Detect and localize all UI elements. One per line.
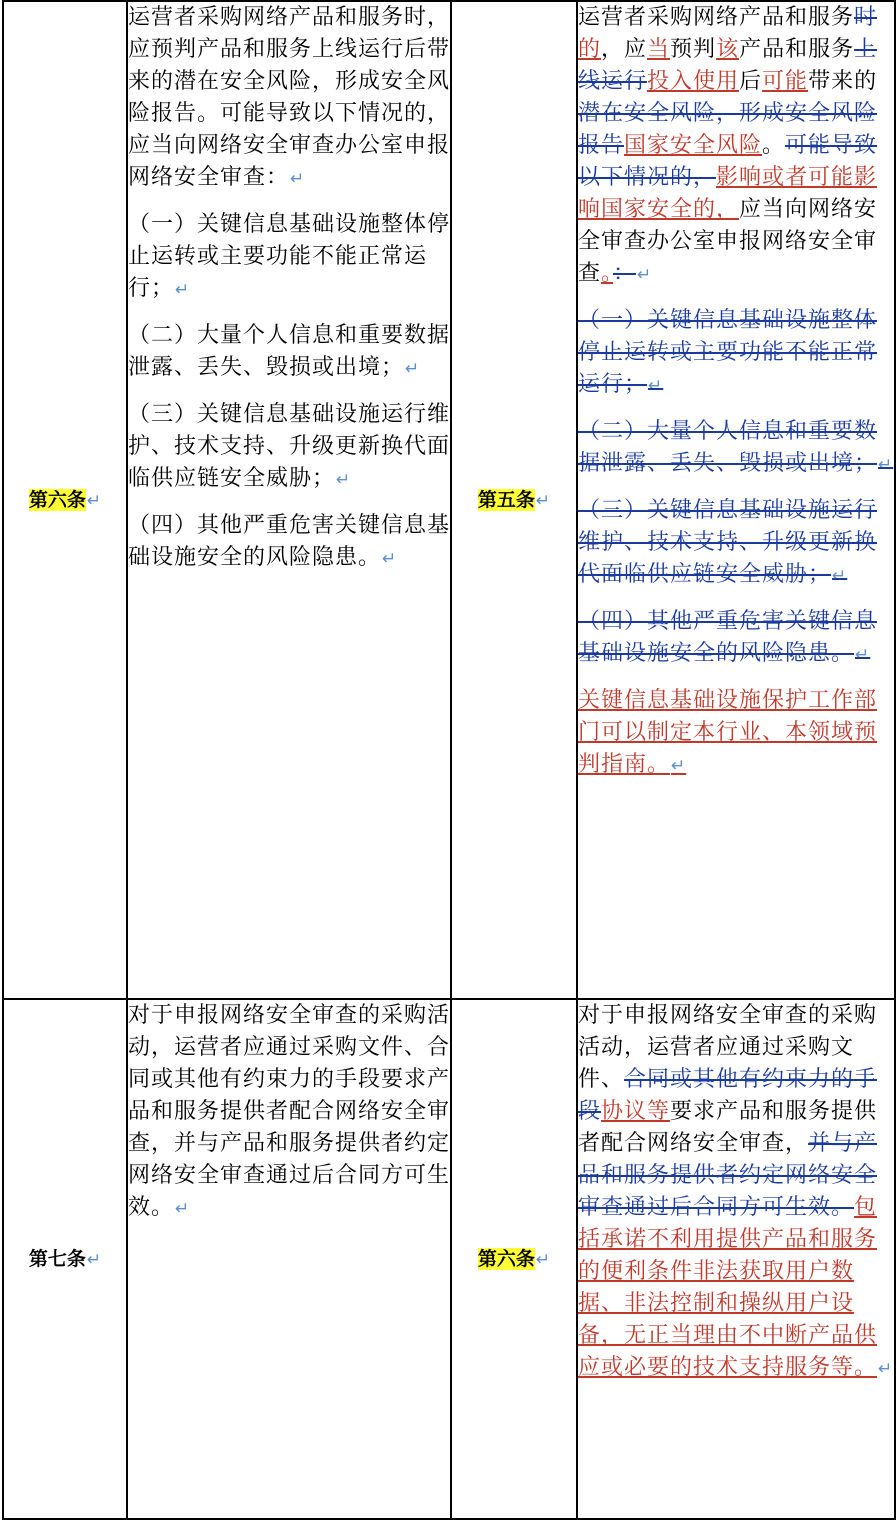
paragraph-mark-icon: ↵ xyxy=(637,265,653,285)
paragraph-mark-icon: ↵ xyxy=(405,359,421,379)
old-article-label-cell xyxy=(3,1,127,999)
paragraph-mark-icon: ↵ xyxy=(671,756,687,776)
old-para: （一）关键信息基础设施整体停止运转或主要功能不能正常运行；↵ xyxy=(128,212,451,301)
new-para: 对于申报网络安全审查的采购活动，运营者应通过采购文件、合同或其他有约束力的手段协议等要求产品和服务提供者配合网络安全审查，并与产品和服务提供者约定网络安全审查通过后合同方可生效。包括承诺不利用提供产品和服务的便利条件非法获取用户数据、非法控制和操纵用户设备，无正当理由不中断产品供应或必要的技术支持服务等。↵ xyxy=(578,1003,894,1380)
comparison-table xyxy=(2,0,896,1520)
paragraph-mark-icon: ↵ xyxy=(855,645,871,665)
old-para: 运营者采购网络产品和服务时，应预判产品和服务上线运行后带来的潜在安全风险，形成安全风险报告。可能导致以下情况的，应当向网络安全审查办公室申报网络安全审查：↵ xyxy=(128,5,451,190)
table-row xyxy=(3,999,895,1519)
deleted-para: （二）大量个人信息和重要数据泄露、丢失、毁损或出境；↵ xyxy=(578,419,894,476)
new-para: 运营者采购网络产品和服务时的，应当预判该产品和服务上线运行投入使用后可能带来的潜在安全风险，形成安全风险报告国家安全风险。可能导致以下情况的，影响或者可能影响国家安全的，应当向网络安全审查办公室申报网络安全审查。：↵ xyxy=(578,5,878,286)
old-article-label: 第六条 xyxy=(28,489,86,511)
old-para: （三）关键信息基础设施运行维护、技术支持、升级更新换代面临供应链安全威胁；↵ xyxy=(128,402,451,491)
new-article-text xyxy=(577,1,895,999)
old-para: （四）其他严重危害关键信息基础设施安全的风险隐患。↵ xyxy=(128,513,451,570)
new-article-label-cell xyxy=(451,999,577,1519)
paragraph-mark-icon: ↵ xyxy=(336,470,352,490)
paragraph-mark-icon: ↵ xyxy=(535,1250,551,1270)
old-article-text xyxy=(127,999,451,1519)
deleted-para: （一）关键信息基础设施整体停止运转或主要功能不能正常运行；↵ xyxy=(578,308,878,397)
old-article-label-cell xyxy=(3,999,127,1519)
paragraph-mark-icon: ↵ xyxy=(535,491,551,511)
new-article-label-cell xyxy=(451,1,577,999)
paragraph-mark-icon: ↵ xyxy=(86,1250,102,1270)
paragraph-mark-icon: ↵ xyxy=(290,169,306,189)
paragraph-mark-icon: ↵ xyxy=(382,549,398,569)
paragraph-mark-icon: ↵ xyxy=(86,491,102,511)
paragraph-mark-icon: ↵ xyxy=(175,1199,191,1219)
paragraph-mark-icon: ↵ xyxy=(175,280,191,300)
paragraph-mark-icon: ↵ xyxy=(648,376,664,396)
old-para: 对于申报网络安全审查的采购活动，运营者应通过采购文件、合同或其他有约束力的手段要求产品和服务提供者配合网络安全审查，并与产品和服务提供者约定网络安全审查通过后合同方可生效。↵ xyxy=(128,1003,451,1220)
deleted-para: （四）其他严重危害关键信息基础设施安全的风险隐患。↵ xyxy=(578,609,878,666)
old-article-label: 第七条 xyxy=(28,1248,86,1270)
paragraph-mark-icon: ↵ xyxy=(878,455,894,475)
new-article-text xyxy=(577,999,895,1519)
paragraph-mark-icon: ↵ xyxy=(832,566,848,586)
old-para: （二）大量个人信息和重要数据泄露、丢失、毁损或出境；↵ xyxy=(128,323,451,380)
new-article-label: 第五条 xyxy=(477,489,535,511)
deleted-para: （三）关键信息基础设施运行维护、技术支持、升级更新换代面临供应链安全威胁；↵ xyxy=(578,498,878,587)
table-row xyxy=(3,1,895,999)
inserted-para: 关键信息基础设施保护工作部门可以制定本行业、本领域预判指南。↵ xyxy=(578,688,878,777)
new-article-label: 第六条 xyxy=(477,1248,535,1270)
old-article-text xyxy=(127,1,451,999)
paragraph-mark-icon: ↵ xyxy=(878,1359,894,1379)
